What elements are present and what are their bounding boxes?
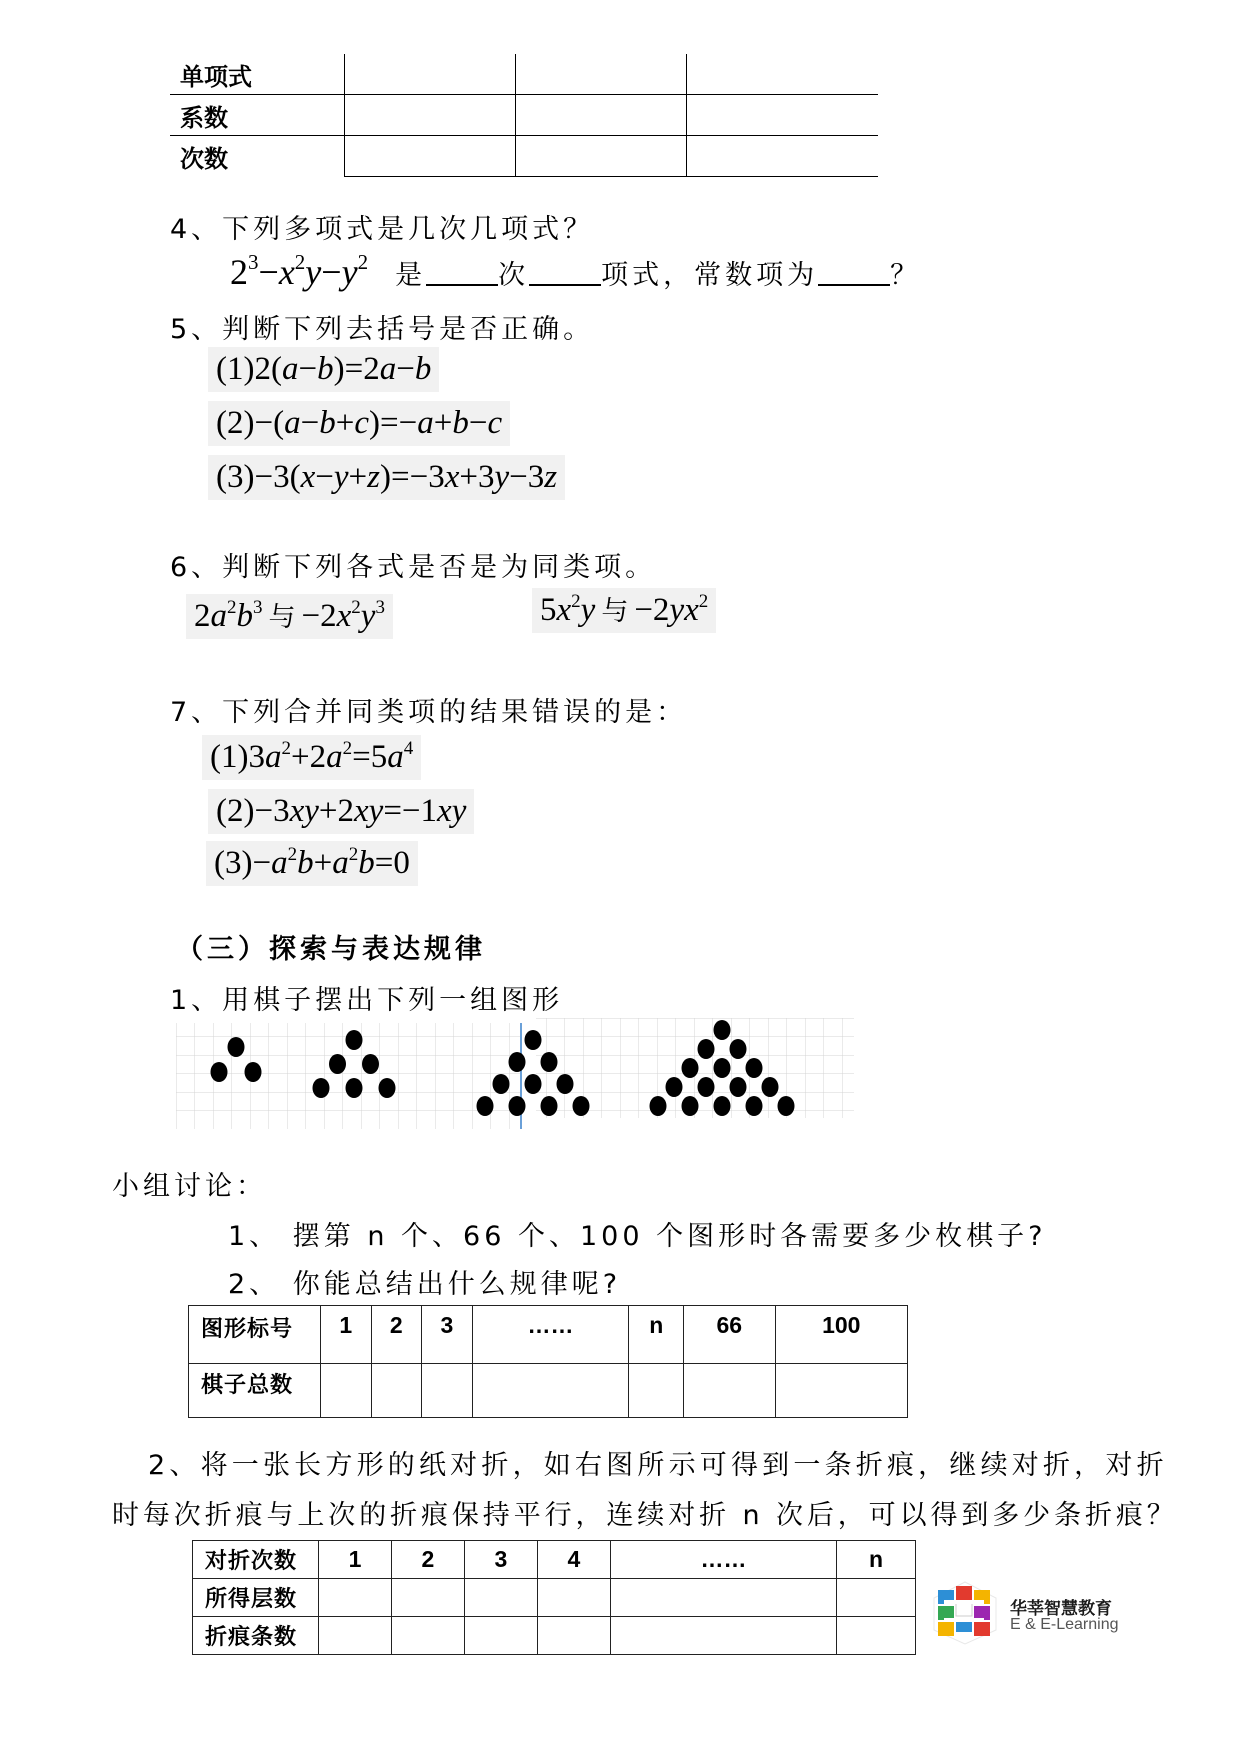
q7-prompt: 7、下列合并同类项的结果错误的是： [170, 697, 688, 728]
chess-piece [714, 1058, 731, 1078]
discussion-item-2: 2、 你能总结出什么规律呢? [228, 1269, 622, 1300]
q7-item-3: $(3)-a^2b+a^2b=0$ [206, 841, 418, 886]
table-cell[interactable] [684, 1364, 776, 1418]
table-cell[interactable] [775, 1364, 907, 1418]
q2-line2: 时每次折痕与上次的折痕保持平行，连续对折 n 次后，可以得到多少条折痕？ [112, 1500, 1178, 1531]
chess-piece [730, 1077, 747, 1097]
q7-item-1: $(1)3a^2+2a^2=5a^4$ [202, 735, 421, 780]
table-cell[interactable] [464, 1579, 537, 1617]
row-label-monomial: 单项式 [170, 54, 345, 95]
answer-blank[interactable] [426, 260, 498, 286]
q6-pair-2: $5x^2y$ 与 $-2yx^2$ [532, 588, 716, 633]
q6-prompt: 6、判断下列各式是否是为同类项。 [170, 552, 657, 583]
chess-piece [509, 1096, 526, 1116]
chess-piece [714, 1096, 731, 1116]
logo-mark-icon [930, 1580, 1000, 1646]
table-cell[interactable] [537, 1579, 610, 1617]
table-cell[interactable] [516, 95, 687, 136]
table-cell[interactable] [391, 1617, 464, 1655]
table-cell[interactable] [610, 1617, 836, 1655]
table3-col: 1 [319, 1541, 392, 1579]
table-cell[interactable] [629, 1364, 684, 1418]
table-cell[interactable] [837, 1617, 916, 1655]
table2-row2-header: 棋子总数 [189, 1364, 321, 1418]
table-cell[interactable] [687, 54, 879, 95]
q4-expression: $2^3-x^2y-y^2$ 是 次 项式，常数项为 ？ [230, 250, 922, 292]
chess-piece [573, 1096, 590, 1116]
section3-q1: 1、用棋子摆出下列一组图形 [170, 985, 564, 1016]
chess-piece [778, 1096, 795, 1116]
chess-piece [541, 1052, 558, 1072]
table-cell[interactable] [345, 136, 516, 177]
chess-piece [525, 1074, 542, 1094]
table-cell[interactable] [345, 54, 516, 95]
table2-col: 100 [775, 1306, 907, 1364]
logo [930, 1580, 1230, 1650]
table-cell[interactable] [371, 1364, 422, 1418]
table-cell[interactable] [516, 136, 687, 177]
table2-col: 2 [371, 1306, 422, 1364]
q5-item-2: (2)−(a−b+c)=−a+b−c [208, 401, 510, 446]
table-cell[interactable] [319, 1617, 392, 1655]
chess-piece [746, 1058, 763, 1078]
answer-blank[interactable] [529, 260, 601, 286]
q2-line1: 2、将一张长方形的纸对折，如右图所示可得到一条折痕，继续对折，对折 [148, 1450, 1168, 1481]
monomial-table [170, 54, 878, 177]
q5-item-1: (1)2(a−b)=2a−b [208, 347, 439, 392]
chess-piece [211, 1062, 228, 1082]
table3-row2-header: 所得层数 [193, 1579, 319, 1617]
table3-col: 3 [464, 1541, 537, 1579]
chess-piece [698, 1077, 715, 1097]
table-cell[interactable] [464, 1617, 537, 1655]
table2-row1-header: 图形标号 [189, 1306, 321, 1364]
row-label-coefficient: 系数 [170, 95, 345, 136]
table2-col: 3 [422, 1306, 473, 1364]
table-cell[interactable] [422, 1364, 473, 1418]
table3-row3-header: 折痕条数 [193, 1617, 319, 1655]
table3-row1-header: 对折次数 [193, 1541, 319, 1579]
table3-col: n [837, 1541, 916, 1579]
chess-piece [362, 1054, 379, 1074]
chess-piece [746, 1096, 763, 1116]
logo-name: 华莘智慧教育 [1010, 1599, 1112, 1619]
chess-piece [762, 1077, 779, 1097]
row-label-degree: 次数 [170, 136, 345, 177]
table-cell[interactable] [319, 1579, 392, 1617]
q5-item-3: (3)−3(x−y+z)=−3x+3y−3z [208, 455, 565, 500]
chess-piece [228, 1037, 245, 1057]
table-cell[interactable] [472, 1364, 629, 1418]
chess-piece [682, 1058, 699, 1078]
chess-piece [313, 1078, 330, 1098]
chess-piece [682, 1096, 699, 1116]
table-cell[interactable] [345, 95, 516, 136]
chess-piece [698, 1039, 715, 1059]
chess-piece [346, 1078, 363, 1098]
fold-table [192, 1540, 916, 1655]
table-cell[interactable] [516, 54, 687, 95]
table-cell[interactable] [610, 1579, 836, 1617]
chess-piece [346, 1030, 363, 1050]
chess-piece [509, 1052, 526, 1072]
chess-piece [245, 1062, 262, 1082]
section3-title: （三）探索与表达规律 [176, 934, 486, 965]
chess-piece [329, 1054, 346, 1074]
chess-piece [379, 1078, 396, 1098]
chess-piece [650, 1096, 667, 1116]
table-cell[interactable] [837, 1579, 916, 1617]
table2-col: n [629, 1306, 684, 1364]
logo-sub: E & E-Learning [1010, 1616, 1119, 1633]
chess-figures [176, 1018, 856, 1134]
q4-prompt: 4、下列多项式是几次几项式？ [170, 214, 595, 245]
chess-piece [666, 1077, 683, 1097]
chess-piece [541, 1096, 558, 1116]
q7-item-2: (2)−3xy+2xy=−1xy [208, 789, 474, 834]
q6-pair-1: $2a^2b^3$ 与 $-2x^2y^3$ [186, 594, 393, 639]
table-cell[interactable] [391, 1579, 464, 1617]
table3-col: 2 [391, 1541, 464, 1579]
table-cell[interactable] [687, 95, 879, 136]
chess-piece [714, 1020, 731, 1040]
chess-piece [525, 1030, 542, 1050]
chess-piece [557, 1074, 574, 1094]
chess-piece [477, 1096, 494, 1116]
chess-piece [493, 1074, 510, 1094]
chess-count-table [188, 1305, 908, 1418]
table2-col: 1 [321, 1306, 372, 1364]
table-cell[interactable] [537, 1617, 610, 1655]
table3-col: …… [610, 1541, 836, 1579]
q5-prompt: 5、判断下列去括号是否正确。 [170, 314, 595, 345]
answer-blank[interactable] [818, 260, 890, 286]
table-cell[interactable] [321, 1364, 372, 1418]
table2-col: …… [472, 1306, 629, 1364]
discussion-item-1: 1、 摆第 n 个、66 个、100 个图形时各需要多少枚棋子? [228, 1221, 1047, 1252]
table2-col: 66 [684, 1306, 776, 1364]
discussion-label: 小组讨论： [112, 1171, 267, 1202]
table3-col: 4 [537, 1541, 610, 1579]
chess-piece [730, 1039, 747, 1059]
table-cell[interactable] [687, 136, 879, 177]
